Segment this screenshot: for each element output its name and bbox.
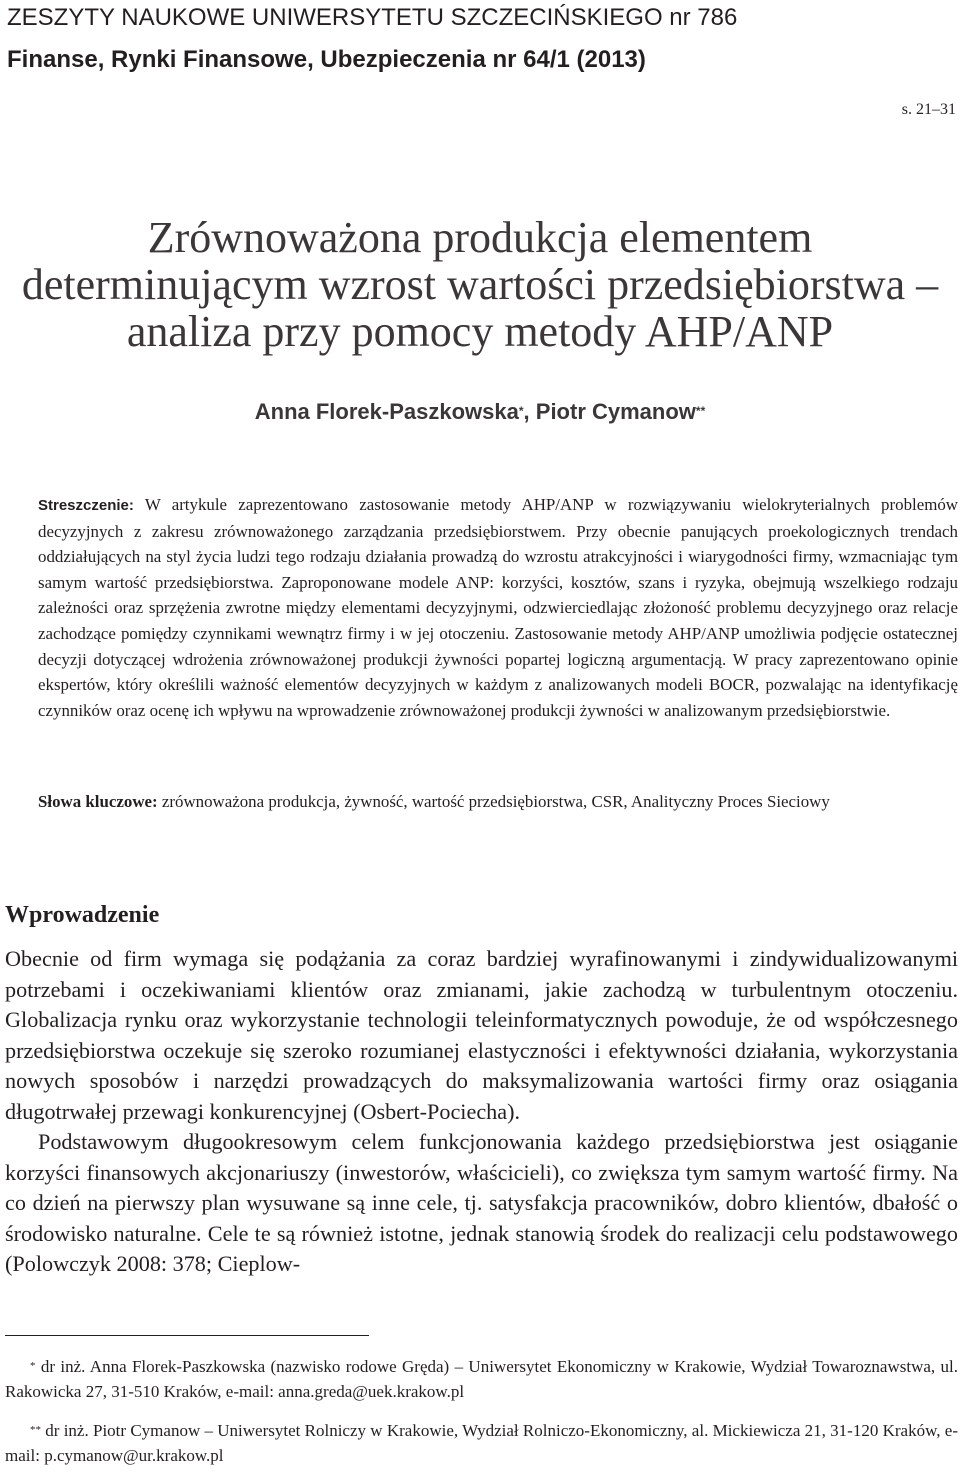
keywords-text: zrównoważona produkcja, żywność, wartość przedsiębiorstwa, CSR, Analityczny Proces Sieciowy	[161, 792, 830, 811]
author-1-footnote-mark: *	[518, 404, 524, 418]
author-2-footnote-mark: **	[695, 404, 706, 418]
footnote-1-mark: *	[30, 1360, 36, 1372]
author-list	[0, 398, 960, 426]
body-paragraph-2: Podstawowym długookresowym celem funkcjonowania każdego przedsiębiorstwa jest osiąganie korzyści finansowych akcjonariuszy (inwestorów, właścicieli), co zwiększa tym samym wartość firmy. Na co dzień na pierwszy plan wysuwane są inne cele, tj. satysfakcja pracowników, dobro klientów, dbałość o środowisko naturalne. Cele te są również istotne, jednak stanowią środek do realizacji celu podstawowego (Polowczyk 2008: 378; Cieplow-	[5, 1129, 958, 1276]
keywords-label: Słowa kluczowe:	[38, 792, 158, 811]
footnote-1-text: dr inż. Anna Florek-Paszkowska (nazwisko rodowe Gręda) – Uniwersytet Ekonomiczny w Krakowie, Wydział Towaroznawstwa, ul. Rakowicka 27, 31-510 Kraków, e-mail: anna.greda@uek.krakow.pl	[5, 1357, 958, 1401]
footnote-2-text: dr inż. Piotr Cymanow – Uniwersytet Rolniczy w Krakowie, Wydział Rolniczo-Ekonomiczny, al. Mickiewicza 21, 31-120 Kraków, e-mail: p.cymanow@ur.krakow.pl	[5, 1421, 958, 1465]
title-line-2: determinującym wzrost wartości przedsiębiorstwa –	[21, 260, 939, 309]
footnote-2-mark: **	[30, 1424, 41, 1436]
footnotes	[5, 1354, 958, 1482]
abstract	[38, 492, 958, 723]
keywords	[38, 789, 958, 815]
footnote-2	[5, 1418, 958, 1468]
section-body	[5, 944, 958, 1280]
footnote-1	[5, 1354, 958, 1404]
journal-series: Finanse, Rynki Finansowe, Ubezpieczenia nr 64/1 (2013)	[7, 46, 646, 73]
title-line-3: analiza przy pomocy metody AHP/ANP	[126, 307, 834, 356]
footnote-divider	[5, 1335, 369, 1336]
title-line-1: Zrównoważona produkcja elementem	[147, 213, 813, 262]
author-separator: ,	[523, 399, 536, 424]
body-paragraph-1: Obecnie od firm wymaga się podążania za coraz bardziej wyrafinowanymi i zindywidualizowanymi potrzebami i oczekiwaniami klientów oraz zmianami, jakie zachodzą w turbulentnym otoczeniu. Globalizacja rynku oraz wykorzystanie technologii teleinformatycznych powoduje, że od współczesnego przedsiębiorstwa oczekuje się szeroko rozumianej elastyczności i efektywności działania, wykorzystania nowych sposobów i narzędzi prowadzących do maksymalizowania wartości firmy oraz osiągania długotrwałej przewagi konkurencyjnej (Osbert-Pociecha).	[5, 946, 958, 1124]
journal-name: ZESZYTY NAUKOWE UNIWERSYTETU SZCZECIŃSKIEGO nr 786	[7, 4, 738, 31]
author-1: Anna Florek-Paszkowska	[254, 399, 519, 424]
page-range: s. 21–31	[901, 101, 956, 118]
article-title	[0, 214, 960, 355]
abstract-label: Streszczenie:	[38, 497, 134, 514]
section-heading: Wprowadzenie	[5, 902, 160, 928]
author-2: Piotr Cymanow	[535, 399, 696, 424]
abstract-text: W artykule zaprezentowano zastosowanie metody AHP/ANP w rozwiązywaniu wielokryterialnych problemów decyzyjnych z zakresu zrównoważonego zarządzania przedsiębiorstwem. Przy obecnie panujących proekologicznych trendach oddziałujących na styl życia ludzi tego rodzaju działania prowadzą do wzrostu atrakcyjności i wiarygodności firmy, wzmacniając tym samym wartość przedsiębiorstwa. Zaproponowane modele ANP: korzyści, kosztów, szans i ryzyka, obejmują wszelkiego rodzaju zależności oraz sprzężenia zwrotne między elementami decyzyjnymi, odzwierciedlając złożoność problemu decyzyjnego oraz relacje zachodzące pomiędzy czynnikami wewnątrz firmy i w jej otoczeniu. Zastosowanie metody AHP/ANP umożliwia podjęcie ostatecznej decyzji dotyczącej wdrożenia zrównoważonej produkcji żywności popartej logiczną argumentacją. W pracy zaprezentowano opinie ekspertów, który określili ważność elementów decyzyjnych w każdym z analizowanych modeli BOCR, pozwalając na identyfikację czynników oraz ocenę ich wpływu na wprowadzenie zrównoważonej produkcji żywności w analizowanym przedsiębiorstwie.	[38, 495, 958, 720]
